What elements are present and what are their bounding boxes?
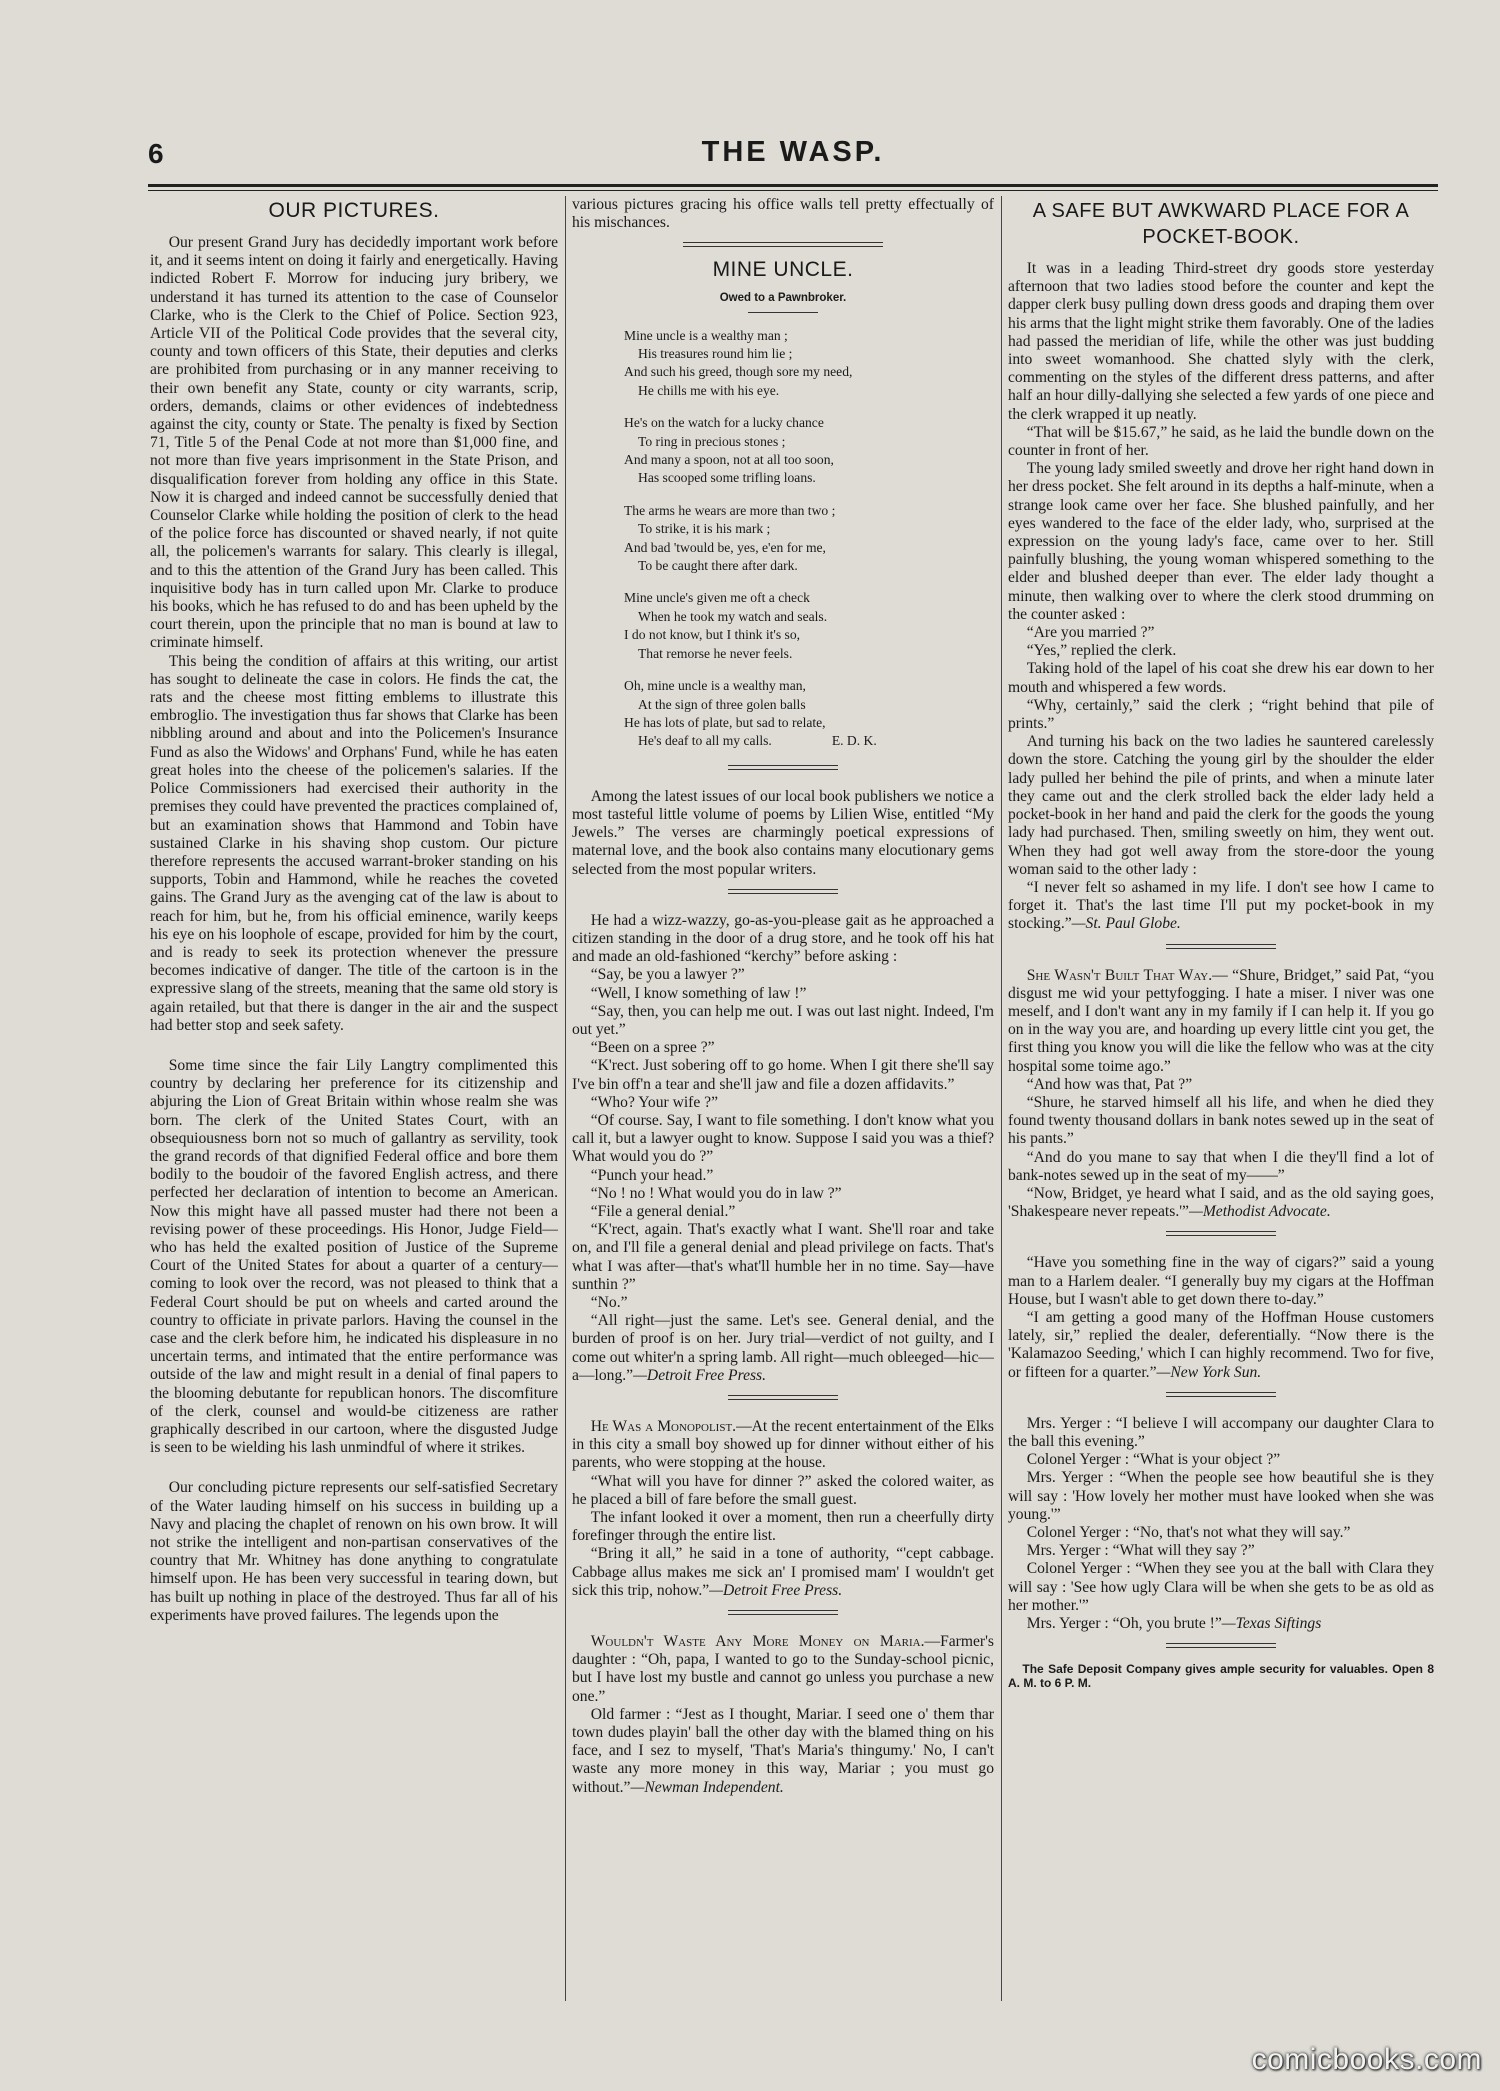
dialogue-line: “Say, be you a lawyer ?” xyxy=(590,966,745,984)
dialogue-line: “Of course. Say, I want to file something. I don't know what you call it, but a lawyer ought to know. Suppose I said you was a thief? What would you do ?” xyxy=(572,1111,994,1166)
poem-line: Oh, mine uncle is a wealthy man, xyxy=(624,678,806,694)
poem-line: When he took my watch and seals. xyxy=(638,608,828,624)
dialogue-line: Mrs. Yerger : “I believe I will accompany our daughter Clara to the ball this evening.” xyxy=(1008,1414,1434,1450)
poem xyxy=(624,327,994,751)
dialogue-line: The infant looked it over a moment, then run a cheerfully dirty forefinger through the entire list. xyxy=(572,1509,994,1545)
header-rule xyxy=(148,184,1438,191)
poem-stanza xyxy=(624,502,994,576)
dialogue-line: “Are you married ?” xyxy=(1026,624,1155,642)
poem-line: Has scooped some trifling loans. xyxy=(638,470,816,486)
source-credit: —Detroit Free Press. xyxy=(633,1366,767,1384)
watermark: comicbooks.com xyxy=(1251,2043,1482,2076)
poem-line: To be caught there after dark. xyxy=(638,558,798,574)
run-in-head: She Wasn't Built That Way. xyxy=(1026,966,1213,984)
dialogue-line: “File a general denial.” xyxy=(590,1203,736,1220)
poem-line xyxy=(624,732,994,750)
page-header xyxy=(148,132,1438,180)
article-paragraph: “That will be $15.67,” he said, as he laid the bundle down on the counter in front of her. xyxy=(1008,423,1434,460)
section-divider xyxy=(728,765,838,770)
source-credit: —Detroit Free Press. xyxy=(709,1581,843,1599)
poem-signature: E. D. K. xyxy=(831,733,877,749)
paragraph-text: —Farmer's daughter : “Oh, papa, I wanted to go to the Sunday-school picnic, but I have lost my bustle and cannot go unless you purchase a new one.” xyxy=(572,1633,994,1705)
article-paragraph: Our concluding picture represents our self-satisfied Secretary of the Water lauding himself on his success in building up a Navy and placing the chaplet of renown on his own brow. It will not strike the intelligent and non-partisan conservatives of the country that Mr. Whitney has done anything to congratulate himself upon. He has been very successful in tearing down, but has built up nothing in place of the destroyed. Thus far all of his experiments have proved failures. The legends upon the xyxy=(150,1479,558,1624)
poem-line: He has lots of plate, but sad to relate, xyxy=(624,714,826,730)
run-in-head: He Was a Monopolist. xyxy=(590,1418,737,1436)
dialogue-line: “What will you have for dinner ?” asked the colored waiter, as he placed a bill of fare before the small guest. xyxy=(572,1472,994,1508)
poem-line: I do not know, but I think it's so, xyxy=(624,627,801,643)
dialogue-line xyxy=(572,1312,994,1385)
section-divider xyxy=(1166,1643,1276,1648)
dialogue-line: “Who? Your wife ?” xyxy=(590,1093,719,1111)
dialogue-line: “Why, certainly,” said the clerk ; “right behind that pile of prints.” xyxy=(1008,696,1434,733)
source-credit: —St. Paul Globe. xyxy=(1071,915,1181,933)
article-paragraph: Our present Grand Jury has decidedly important work before it, and it seems intent on doing it fairly and energetically. Having indicted Robert F. Morrow for inducing jury bribery, we understand it has turned its attention to the case of Counselor Clarke, who is the Clerk to the Chief of Police. Section 923, Article VII of the Political Code provides that the several city, county and town officers of this State, their deputies and clerks are prohibited from purchasing or in any manner receiving to their own benefit any State, county or city warrants, scrip, orders, demands, claims or other evidences of indebtedness against the city, county or State. The penalty is fixed by Section 71, Title 5 of the Penal Code at not more than $1,000 fine, and not more than five years imprisonment in the State Prison, and disqualification forever from holding any office in this State. Now it is charged and indeed cannot be successfully denied that Counselor Clarke while holding the position of clerk to the head of the police force has discounted or shaved nearly, if not quite all, the policemen's warrants for salary. This clearly is illegal, and to this the attention of the Grand Jury has been called. This inquisitive body has in turn called upon Mr. Clarke to produce his books, which he has refused to do and has been upheld by the court therein, upon the principle that no man is bound at law to criminate himself. xyxy=(150,234,558,652)
section-divider xyxy=(728,889,838,894)
poem-stanza xyxy=(624,327,994,401)
article-paragraph xyxy=(1008,967,1434,1076)
dialogue-line: “Well, I know something of law !” xyxy=(590,984,807,1002)
article-paragraph xyxy=(572,1418,994,1473)
article-title: A SAFE BUT AWKWARD PLACE FOR A POCKET-BOOK. xyxy=(1032,200,1410,248)
article-paragraph: And turning his back on the two ladies he sauntered carelessly down the store. Catching the young girl by the shoulder the elder lady pulled her behind the pile of prints, and when a minute later they came out and the clerk strolled back the elder lady held a pocket-book in her hand and paid the clerk for the goods the young lady had purchased. Then, smiling sweetly on him, they went out. When they had got well away from the store-door the young woman said to the other lady : xyxy=(1008,733,1434,878)
dialogue-text: “Now, Bridget, ye heard what I said, and as the old saying goes, 'Shakespeare never repeats.'” xyxy=(1008,1184,1434,1221)
dialogue-line: Mrs. Yerger : “What will they say ?” xyxy=(1026,1542,1255,1560)
article-paragraph: Some time since the fair Lily Langtry complimented this country by declaring her preference for its citizenship and abjuring the Lion of Great Britain within whose realm she was born. The clerk of the United States Court, with an obsequiousness born not so much of gallantry as servility, took the grand records of that dignified Federal office and bore them bodily to the boudoir of the favored English actress, and there perfected her declaration of intention to become an American. Now this might have all passed muster had there not been a revising power of these proceedings. His Honor, Judge Field—who has held the exalted position of Justice of the Supreme Court of the United States for about a quarter of a century—coming to look over the record, was not pleased to think that a Federal Court should be put on wheels and carted around the country to officiate in private parlors. Having the counsel in the case and the clerk before him, he indicated his displeasure in no uncertain terms, and intimated that the entire performance was outside of the law and might result in a denial of final papers to the blooming debutante for republican honors. The discomfiture of the clerk, counsel and would-be citizeness are rather graphically described in our cartoon, where the disgusted Judge is seen to be wielding his lash unmindful of where it strikes. xyxy=(150,1056,558,1457)
poem-line: He chills me with his eye. xyxy=(638,382,780,398)
article-paragraph: Among the latest issues of our local book publishers we notice a most tasteful little volume of poems by Lilien Wise, entitled “My Jewels.” The verses are charmingly poetical expressions of maternal love, and the book also contains many elocutionary gems selected from the most popular writers. xyxy=(572,787,994,878)
article-paragraph: Taking hold of the lapel of his coat she drew his ear down to her mouth and whispered a few words. xyxy=(1008,660,1434,696)
advertisement-note: The Safe Deposit Company gives ample security for valuables. Open 8 A. M. to 6 P. M. xyxy=(1008,1662,1434,1691)
poem-line: The arms he wears are more than two ; xyxy=(624,502,836,518)
dialogue-text: “I never felt so ashamed in my life. I don't see how I came to forget it. That's the last time I'll put my pocket-book in my stocking.” xyxy=(1008,878,1434,933)
dialogue-line: “K'rect. Just sobering off to go home. When I git there she'll say I've bin off'n a tear and she'll jaw and file a dozen affidavits.” xyxy=(572,1057,994,1093)
dialogue-line: “Say, then, you can help me out. I was out last night. Indeed, I'm out yet.” xyxy=(572,1002,994,1038)
dialogue-text: Old farmer : “Jest as I thought, Mariar. I seed one o' them thar town dudes playin' ball the other day with the blamed thing on his face, and I sez to myself, 'That's Maria's thingumy.' No, I can't waste any more money in this way, Mariar ; you must go without.” xyxy=(572,1705,994,1796)
poem-line: At the sign of three golen balls xyxy=(638,696,806,712)
source-credit: —Texas Siftings xyxy=(1221,1615,1322,1633)
dialogue-line xyxy=(1008,1309,1434,1382)
dialogue-line: Mrs. Yerger : “When the people see how beautiful she is they will say : 'How lovely her mother must have looked when she was young.'” xyxy=(1008,1469,1434,1523)
article-paragraph xyxy=(572,1633,994,1706)
article-paragraph: The young lady smiled sweetly and drove her right hand down in her dress pocket. She felt around in its depths a half-minute, when a strange look came over her face. She blushed painfully, and her eyes wandered to the face of the elder lady, who, surprised at the expression on the young lady's face, came over to her. Still painfully blushing, the young woman whispered something to the elder and blushed deeper than ever. The elder lady thought a minute, then walking over to where the clerk stood drumming on the counter asked : xyxy=(1008,460,1434,623)
dialogue-line: “And do you mane to say that when I die they'll find a lot of bank-notes sewed up in the seat of my——” xyxy=(1008,1148,1434,1184)
poem-line-text: He's deaf to all my calls. xyxy=(638,733,772,749)
poem-line: His treasures round him lie ; xyxy=(638,346,793,362)
poem-line: Mine uncle's given me oft a check xyxy=(624,590,810,606)
poem-line: And bad 'twould be, yes, e'en for me, xyxy=(624,539,826,555)
dialogue-line: “No.” xyxy=(590,1294,628,1312)
dialogue-line: “Shure, he starved himself all his life, and when he died they found twenty thousand dollars in bank notes sewed up in the seat of his pants.” xyxy=(1008,1093,1434,1148)
poem-stanza xyxy=(624,589,994,663)
dialogue-text: “I am getting a good many of the Hoffman House customers lately, sir,” replied the dealer, deferentially. “Now there is the 'Kalamazoo Seeding,' which I can highly recommend. Two for five, or fifteen for a quarter.” xyxy=(1008,1308,1434,1381)
dialogue-text: “Bring it all,” he said in a tone of authority, “'cept cabbage. Cabbage allus makes me sick an' I promised mam' I wouldn't get sick this trip, nohow.” xyxy=(572,1545,994,1599)
section-divider xyxy=(728,1395,838,1400)
source-credit: —New York Sun. xyxy=(1156,1363,1262,1381)
column-1 xyxy=(150,196,558,2021)
dialogue-line xyxy=(1008,879,1434,934)
dialogue-line: “And how was that, Pat ?” xyxy=(1026,1075,1193,1093)
dialogue-line: “No ! no ! What would you do in law ?” xyxy=(590,1184,842,1202)
dialogue-line: Colonel Yerger : “When they see you at the ball with Clara they will say : 'See how ugly Clara will be when she gets to be as old as her mother.'” xyxy=(1008,1560,1434,1614)
article-paragraph: This being the condition of affairs at this writing, our artist has sought to delineate the case in colors. He finds the cat, the rats and the cheese most fitting emblems to illustrate this embroglio. The investigation thus far shows that Clarke has been nibbling around and about and into the Policemen's Insurance Fund as also the Widows' and Orphans' Fund, while he has eaten great holes into the cheese of the policemen's salaries. If the Police Commissioners had exercised their authority in the premises they could have prevented the practices complained of, but an examination shows that Hammond and Tobin have sustained Clarke in his shaving shop custom. Our picture therefore represents the accused warrant-broker standing on his supports, Tobin and Hammond, while he reaches the coveted gains. The Grand Jury as the avenging cat of the law is about to reach for him, but he, from his official eminence, warily keeps his eye on his loophole of escape, provided for him by the court, and is ready to seek its protection whenever the pressure becomes indicative of danger. The title of the cartoon is in the expressive slang of the streets, meaning that the same old story is again retailed, but that there is danger in the air and the suspect had better stop and seek safety. xyxy=(150,652,558,1034)
dialogue-line: “Been on a spree ?” xyxy=(590,1039,715,1057)
dialogue-line xyxy=(1008,1615,1434,1633)
title-rule xyxy=(748,312,818,313)
dialogue-line: “Have you something fine in the way of cigars?” said a young man to a Harlem dealer. “I generally buy my cigars at the Hoffman House, but I wasn't able to get down there to-day.” xyxy=(1008,1254,1434,1308)
continued-text: various pictures gracing his office walls tell pretty effectually of his mischances. xyxy=(572,196,994,232)
section-divider xyxy=(1166,944,1276,949)
poem-subtitle: Owed to a Pawnbroker. xyxy=(719,292,847,305)
section-divider xyxy=(1166,1231,1276,1236)
section-divider xyxy=(683,242,883,247)
column-2 xyxy=(572,196,994,2021)
page-number: 6 xyxy=(148,138,164,169)
source-credit: —Newman Independent. xyxy=(630,1778,784,1796)
dialogue-line: “Yes,” replied the clerk. xyxy=(1026,642,1177,660)
article-paragraph: He had a wizz-wazzy, go-as-you-please gait as he approached a citizen standing in the door of a drug store, and he took off his hat and made an old-fashioned “kerchy” before asking : xyxy=(572,911,994,966)
dialogue-text: “All right—just the same. Let's see. General denial, and the burden of proof is on her. Jury trial—verdict of not guilty, and I come out whiter'n a spring lamb. All right—much obleeged—hic—a—long.” xyxy=(572,1312,994,1384)
poem-line: That remorse he never feels. xyxy=(638,645,793,661)
poem-line: To ring in precious stones ; xyxy=(638,433,786,449)
column-3 xyxy=(1008,196,1434,2021)
poem-line: And many a spoon, not at all too soon, xyxy=(624,452,834,468)
dialogue-line xyxy=(1008,1185,1434,1221)
column-divider xyxy=(1001,196,1002,2001)
poem-stanza xyxy=(624,677,994,751)
dialogue-line: “Punch your head.” xyxy=(590,1166,714,1184)
column-divider xyxy=(565,196,566,2001)
masthead: THE WASP. xyxy=(701,136,885,168)
poem-line: To strike, it is his mark ; xyxy=(638,521,771,537)
poem-line: And such his greed, though sore my need, xyxy=(624,364,853,380)
dialogue-line: “K'rect, again. That's exactly what I want. She'll roar and take on, and I'll file a general denial and plead privilege on facts. That's what I was after—that's what'll humble her in no time. Say—have sunthin ?” xyxy=(572,1221,994,1293)
dialogue-line: Colonel Yerger : “No, that's not what they will say.” xyxy=(1026,1524,1351,1541)
poem-stanza xyxy=(624,414,994,488)
run-in-head: Wouldn't Waste Any More Money on Maria. xyxy=(590,1633,925,1651)
poem-line: He's on the watch for a lucky chance xyxy=(624,415,824,431)
dialogue-line xyxy=(572,1706,994,1797)
article-title: OUR PICTURES. xyxy=(268,199,440,222)
poem-title: MINE UNCLE. xyxy=(712,258,854,282)
dialogue-text: Mrs. Yerger : “Oh, you brute !” xyxy=(1026,1615,1222,1633)
poem-line: Mine uncle is a wealthy man ; xyxy=(624,327,788,343)
source-credit: —Methodist Advocate. xyxy=(1188,1203,1331,1221)
section-divider xyxy=(728,1610,838,1615)
section-divider xyxy=(1166,1392,1276,1397)
dialogue-line xyxy=(572,1545,994,1600)
article-paragraph: It was in a leading Third-street dry goods store yesterday afternoon that two ladies stood before the counter and kept the dapper clerk busy pulling down dress goods and draping them over his arms that the light might strike them favorably. One of the ladies had passed the meridian of life, while the other was just budding into sweet womanhood. She chatted slyly with the clerk, commenting on the styles of the different dress patterns, and after half an hour dilly-dallying she selected a few yards of one piece and the clerk wrapped it up neatly. xyxy=(1008,260,1434,423)
paragraph-text: —At the recent entertainment of the Elks in this city a small boy showed up for dinner without either of his parents, who were stopping at the house. xyxy=(572,1418,994,1472)
dialogue-line: Colonel Yerger : “What is your object ?” xyxy=(1026,1451,1281,1469)
paragraph-text: — “Shure, Bridget,” said Pat, “you disgust me wid your pettyfogging. I hate a miser. I niver was one meself, and I don't want any in my family if I can help it. If you go on in the way you are, and hoarding up every little cint you get, the first thing you know you will die like the fellow who was at the city hospital some toime ago.” xyxy=(1008,966,1434,1075)
